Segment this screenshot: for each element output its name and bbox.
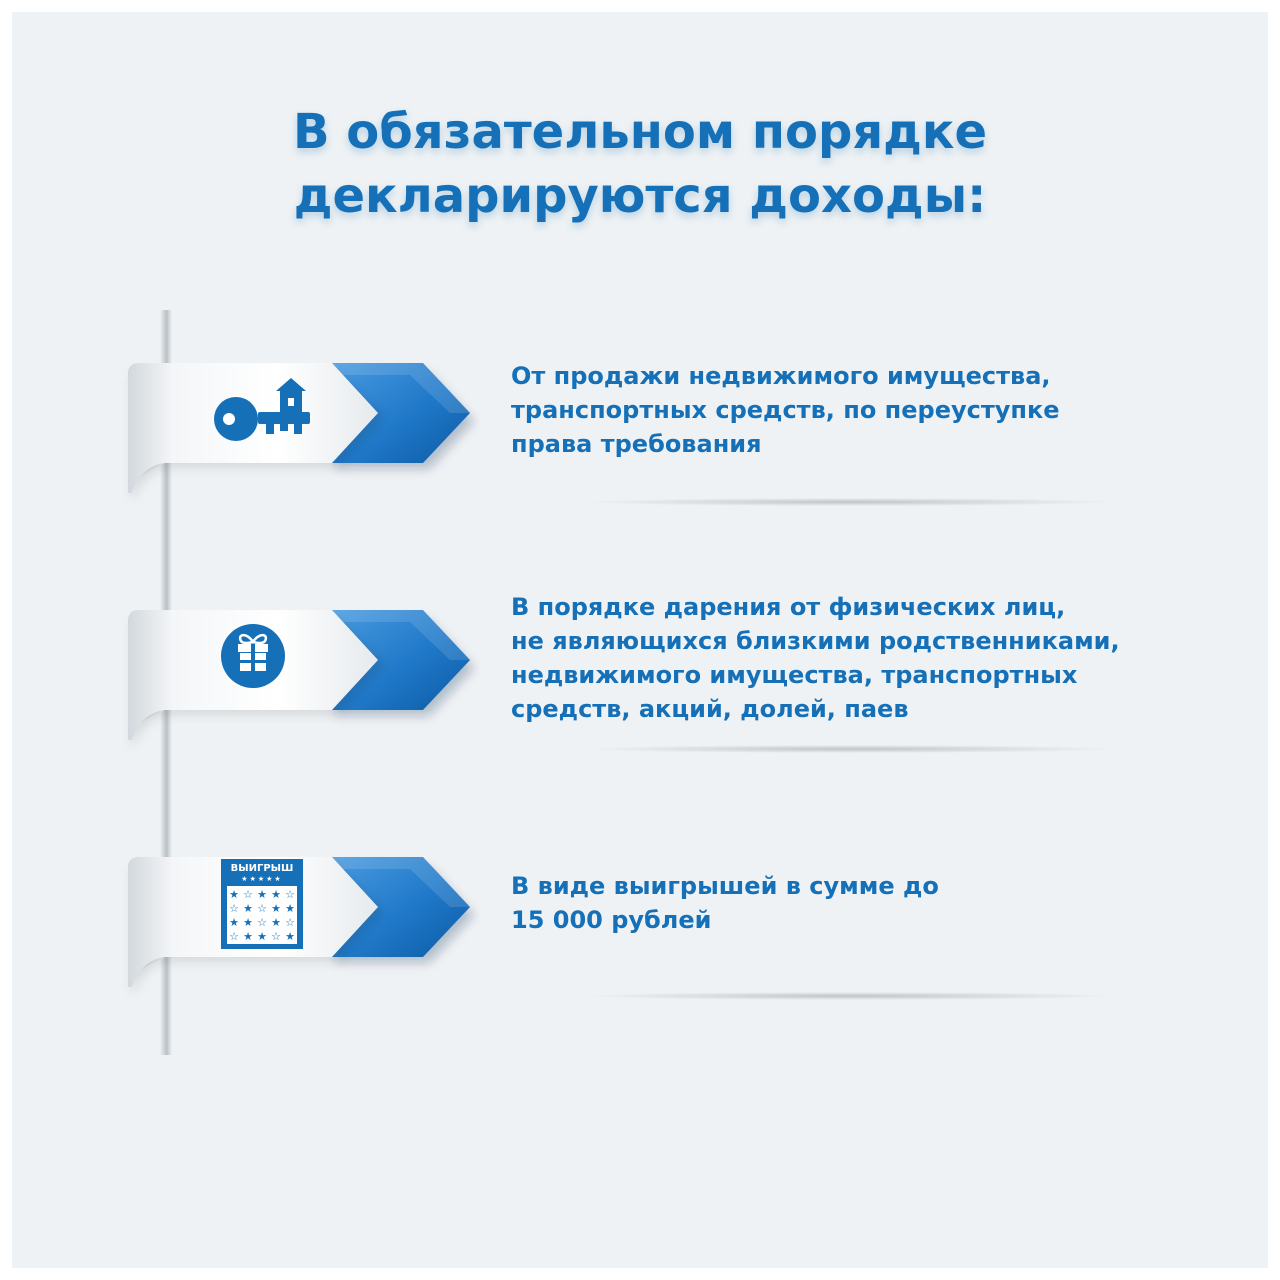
svg-text:☆: ☆: [271, 930, 281, 943]
title-line-1: В обязательном порядке: [292, 104, 988, 160]
key-house-icon: [210, 375, 314, 445]
text-line: В порядке дарения от физических лиц,: [511, 593, 1066, 621]
income-item-3: [0, 849, 1280, 999]
svg-text:★: ★: [257, 888, 267, 901]
gift-icon: [217, 620, 289, 692]
ticket-stars-row: ★★★★★: [241, 875, 283, 883]
svg-text:☆: ☆: [243, 888, 253, 901]
svg-text:★: ★: [271, 888, 281, 901]
svg-text:★: ★: [285, 930, 295, 943]
divider: [590, 992, 1110, 1000]
svg-text:☆: ☆: [257, 916, 267, 929]
svg-text:☆: ☆: [285, 916, 295, 929]
svg-text:★: ★: [257, 930, 267, 943]
income-item-2-text: [511, 590, 1120, 726]
divider: [590, 498, 1110, 506]
ticket-label: ВЫИГРЫШ: [230, 863, 294, 874]
income-item-1: [0, 355, 1280, 505]
svg-text:★: ★: [271, 902, 281, 915]
text-line: В виде выигрышей в сумме до: [511, 872, 939, 900]
text-line: От продажи недвижимого имущества,: [511, 362, 1051, 390]
svg-text:★: ★: [285, 902, 295, 915]
income-item-3-text: [511, 869, 939, 937]
text-line: средств, акций, долей, паев: [511, 695, 909, 723]
text-line: 15 000 рублей: [511, 906, 712, 934]
title-line-2: декларируются доходы:: [293, 168, 987, 224]
text-line: права требования: [511, 430, 762, 458]
svg-text:★: ★: [243, 930, 253, 943]
svg-text:☆: ☆: [229, 930, 239, 943]
svg-text:★: ★: [243, 902, 253, 915]
svg-text:☆: ☆: [229, 902, 239, 915]
lottery-ticket-icon: [221, 859, 303, 949]
svg-text:☆: ☆: [257, 902, 267, 915]
page-title: [0, 100, 1280, 228]
svg-text:☆: ☆: [285, 888, 295, 901]
svg-text:★: ★: [229, 916, 239, 929]
svg-text:★: ★: [243, 916, 253, 929]
text-line: не являющихся близкими родственниками,: [511, 627, 1120, 655]
divider: [590, 745, 1110, 753]
svg-text:★: ★: [271, 916, 281, 929]
svg-text:★: ★: [229, 888, 239, 901]
income-item-2: [0, 593, 1280, 752]
income-item-1-text: [511, 359, 1060, 461]
text-line: недвижимого имущества, транспортных: [511, 661, 1078, 689]
text-line: транспортных средств, по переуступке: [511, 396, 1060, 424]
ribbon-arrow: [120, 602, 480, 752]
ticket-grid: [227, 886, 297, 944]
